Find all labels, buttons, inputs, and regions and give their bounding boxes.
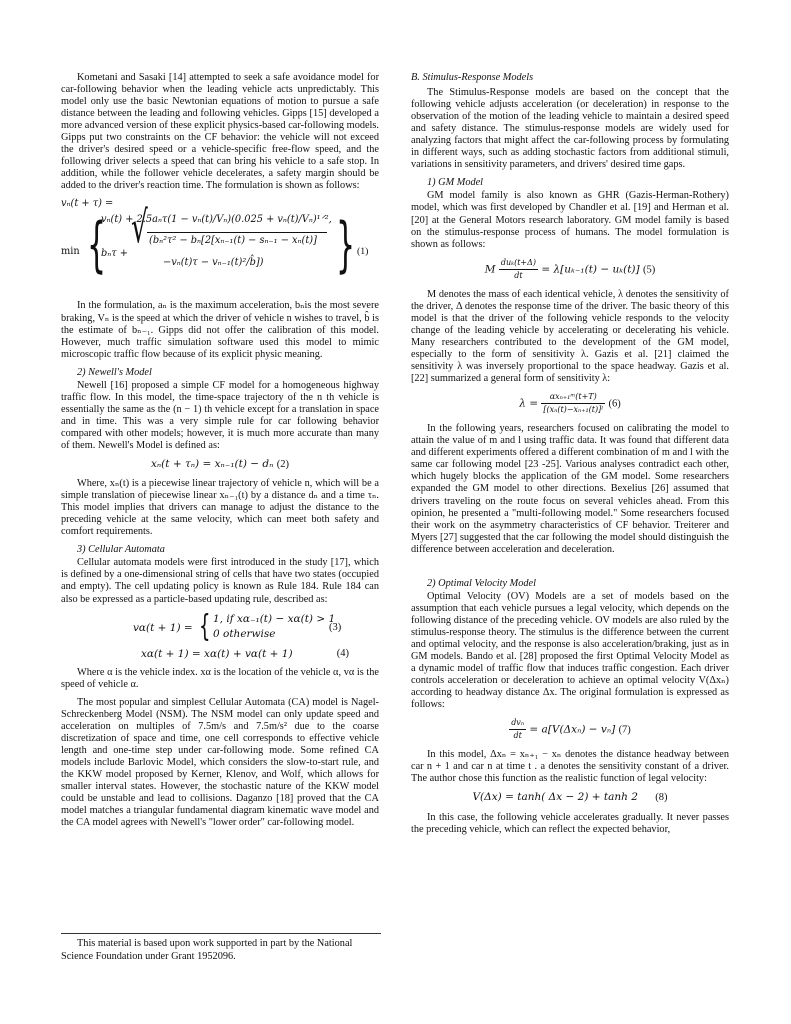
eq7-rhs: = a[V(Δxₙ) − vₙ] — [529, 723, 616, 736]
heading-newell-model: 2) Newell's Model — [77, 366, 152, 378]
eq8-body: V(Δx) = tanh( Δx − 2) + tanh 2 — [472, 791, 638, 804]
eq6-lhs: λ = — [519, 397, 538, 410]
right-column — [411, 72, 729, 842]
footnote-divider — [61, 933, 381, 934]
eq6-number: (6) — [608, 398, 621, 410]
paragraph-ov-intro: Optimal Velocity (OV) Models are a set of models based on the assumption that each vehicle pursues a legal velocity, which depends on the following distance of the preceding vehicle. OV models are also ruled by the stimulus-response theory. The stimulus is the difference between the current and optimal velocity, and the response is also acceleration/braking, just as in GM models. Bando et al. [28] proposed the first Optimal Velocity Model as a dynamic model of traffic flow that induces traffic congestion. Each driver controls acceleration or deceleration to achieve an optimal velocity V(Δxₙ) according to headway distance Δx. The original formulation is expressed as follows: — [411, 590, 729, 711]
eq1-left-brace: { — [87, 210, 107, 281]
eq1-sqrt-bar — [147, 232, 327, 233]
spacer — [411, 562, 729, 574]
heading-cellular-automata: 3) Cellular Automata — [77, 544, 165, 556]
eq3-number: (3) — [329, 621, 342, 633]
equation-2 — [61, 458, 379, 471]
eq1-sqrt-row1: (bₙ²τ² − bₙ[2[xₙ₋₁(t) − sₙ₋₁ − xₙ(t)] — [149, 235, 317, 247]
equation-6 — [411, 391, 729, 416]
eq3-lhs: vα(t + 1) = — [133, 621, 193, 634]
eq5-numerator: duₖ(t+Δ) — [499, 257, 538, 270]
equation-1 — [61, 198, 379, 290]
paragraph-gm-intro: GM model family is also known as GHR (Gazis-Herman-Rothery) model, which was first developed by Chandler et al. [19] and Herman et al. [20] at the General Motors research laboratory. GM model family is based on the stimulus-response process of humans. The model formulation is shown as follows: — [411, 190, 729, 250]
paragraph-cellular-automata: Cellular automata models were first introduced in the study [17], which is defined by a one-dimensional string of cells that have two states (occupied and empty). The cell updating policy is known as Rule 184. Rule 184 can also be expressed as a particle-based updating rule, described as: — [61, 557, 379, 605]
eq7-denominator: dt — [513, 731, 522, 741]
paragraph-ov-model: In this model, Δxₙ = xₙ₊₁ − xₙ denotes the distance headway between car n + 1 and car n at time t . a denotes the sensitivity constant of a driver. The author chose this function as the realistic function of legal velocity: — [411, 749, 729, 785]
paragraph-ca-where: Where α is the vehicle index. xα is the location of the vehicle α, vα is the speed of vehicle α. — [61, 666, 379, 690]
eq3-case1: 1, if xα₋₁(t) − xα(t) > 1 — [213, 612, 336, 625]
heading-stimulus-response: B. Stimulus-Response Models — [411, 72, 534, 83]
eq5-m: M — [484, 263, 496, 276]
eq6-fraction — [541, 391, 605, 416]
paragraph-gipps-params: In the formulation, aₙ is the maximum acceleration, bₙis the most severe braking, Vₙ is the speed at which the driver of vehicle n wishes to travel, b̂ is the estimate of bₙ₋₁. Gipps did not offer the calibration of this model. However, much traffic simulation software used this model to mimic microscopic traffic flow because of its explicit physic meaning. — [61, 300, 379, 360]
footnote — [61, 938, 379, 963]
footnote-text: This material is based upon work supported in part by the National Science Foundation under Grant 1952096. — [61, 938, 353, 962]
eq2-body: xₙ(t + τₙ) = xₙ₋₁(t) − dₙ — [151, 458, 274, 471]
heading-optimal-velocity: 2) Optimal Velocity Model — [427, 577, 536, 589]
eq8-number: (8) — [655, 792, 668, 804]
eq5-denominator: dt — [514, 270, 523, 280]
eq1-lhs: vₙ(t + τ) = — [61, 198, 114, 210]
eq1-sqrt-row2: −vₙ(t)τ − vₙ₋₁(t)²/b̂]) — [163, 257, 264, 269]
eq5-number: (5) — [642, 264, 656, 276]
paragraph-gm-sensitivity: M denotes the mass of each identical vehicle, λ denotes the sensitivity of the driver, Δ denotes the response time of the driver. The basic theory of this model is that the driver of the following vehicle responds to the velocity change of the leading vehicle by accelerating or decelerating his vehicle. Many researchers contributed to the development of the GM model, especially to the form of sensitivity λ. Gazis et al. [21] claimed the sensitivity λ was inversely proportional to the space headway. Gazis et al. [22] summarized a general form of sensitivity λ: — [411, 288, 729, 385]
eq6-denominator: [(xₙ(t)−xₙ₊₁(t)]ˡ — [543, 405, 604, 415]
eq5-fraction — [499, 257, 538, 282]
eq1-right-brace: } — [336, 210, 356, 281]
eq1-top-term: vₙ(t) + 2.5aₙτ(1 − vₙ(t)/Vₙ)(0.025 + vₙ(t)/Vₙ)¹ᐟ², — [101, 214, 332, 226]
eq3-case2: 0 otherwise — [213, 627, 276, 640]
paragraph-newell: Newell [16] proposed a simple CF model for a homogeneous highway traffic flow. In this model, the time-space trajectory of the n th vehicle is essentially the same as the (n − 1) th vehicle except for a translation in space and in time. This was a very simple rule for car following behavior compared with other models; however, it is much more accurate than many of them. Newell's Model is defined as: — [61, 379, 379, 451]
eq2-number: (2) — [276, 459, 289, 471]
paragraph-ov-behavior: In this case, the following vehicle accelerates gradually. It never passes the preceding vehicle, which can reflect the expected behavior, — [411, 811, 729, 835]
equation-3 — [61, 608, 379, 644]
equation-4 — [61, 648, 379, 660]
eq1-sqrt-icon: √ — [131, 202, 148, 254]
eq7-numerator: dvₙ — [509, 717, 526, 730]
eq7-fraction — [509, 717, 526, 742]
eq6-numerator: αxₙ₊₁ᵐ(t+T) — [541, 391, 605, 404]
equation-8 — [411, 791, 729, 804]
eq3-brace: { — [199, 608, 211, 644]
eq5-rhs: = λ[uₖ₋₁(t) − uₖ(t)] — [541, 263, 640, 276]
eq4-number: (4) — [336, 647, 349, 659]
eq7-number: (7) — [618, 724, 631, 736]
paragraph-gm-calibration: In the following years, researchers focused on calibrating the model to attain the value of m and l using traffic data. It was found that different data and different experiments offered a different combination of m and l with the same car following model [23 -25]. Various analyses contradict each other, which hugely blocks the application of the GM model. Some researchers expanded the GM model to other directions. Bexelius [26] assumed that drivers traveling on the route focus on several vehicles ahead. From this opinion, he presented a "multi-following model." Some researchers focused their work on the asymmetry characteristics of CF behavior. Treiterer and Myers [27] suggested that the car following the model should distinguish the difference between acceleration and deceleration. — [411, 423, 729, 555]
eq1-number: (1) — [357, 246, 369, 258]
paragraph-nsm: The most popular and simplest Cellular Automata (CA) model is Nagel-Schreckenberg Model (NSM). The NSM model can only update speed and acceleration on multiples of 7.5m/s and 7.5m/s² due to the coarse discretization of space and time, one cell corresponds to effective vehicle length and one-time step under car-following mode. Some refined CA models include Barlovic Model, which considers the slow-to-start rule, and the KKW model proposed by Kerner, Klenov, and Wolf, which allows for smaller interval states. However, the stochastic nature of the KKW model could be unstable and lead to collisions. Daganzo [18] proved that the CA model matches a triangular fundamental diagram kinematic wave model and the CA model agrees with Newell's "lower order" car-following model. — [61, 696, 379, 829]
eq1-bn-term: bₙτ + — [101, 248, 128, 260]
eq1-min: min — [61, 246, 80, 258]
paragraph-stimulus-response: The Stimulus-Response models are based on the concept that the following vehicle adjusts acceleration (or deceleration) in response to the observation of the motion of the leading vehicle to maintain a desired speed and safety distance. The stimulus-response models are widely used for analyzing factors that might affect the car-following process by formulating in different ways, such as adding stochastic factors from additional stimuli, variations in sensitivity parameters, and drivers' desired time gaps. — [411, 87, 729, 171]
heading-gm-model: 1) GM Model — [427, 177, 484, 189]
equation-7 — [411, 717, 729, 742]
left-column — [61, 72, 379, 835]
eq4-body: xα(t + 1) = xα(t) + vα(t + 1) — [141, 647, 293, 660]
equation-5 — [411, 257, 729, 282]
paragraph-newell-where: Where, xₙ(t) is a piecewise linear trajectory of vehicle n, which will be a simple translation of piecewise linear xₙ₋₁(t) by a distance dₙ and a time τₙ. This model implies that drivers can manage to adjust the distance to the preceding vehicle at the same velocity, which can meet both safety and comfort requirements. — [61, 478, 379, 538]
paragraph-gipps-intro: Kometani and Sasaki [14] attempted to seek a safe avoidance model for car-following behavior when the leading vehicle acts unpredictably. This model only use the basic Newtonian equations of motion to pursue a safe distance between the leading and following vehicles. Gipps [15] developed a more advanced version of these explicit physics-based car-following models. Gipps put two constraints on the CF behavior: the vehicle will not exceed the driver's desired speed or a vehicle-specific free-flow speed, and the following driver selects a speed that can bring his vehicle to a safe stop. In addition, while the follower vehicle decelerates, a safety margin should be added to the driver's reaction time. The formulation is shown as follows: — [61, 72, 379, 192]
